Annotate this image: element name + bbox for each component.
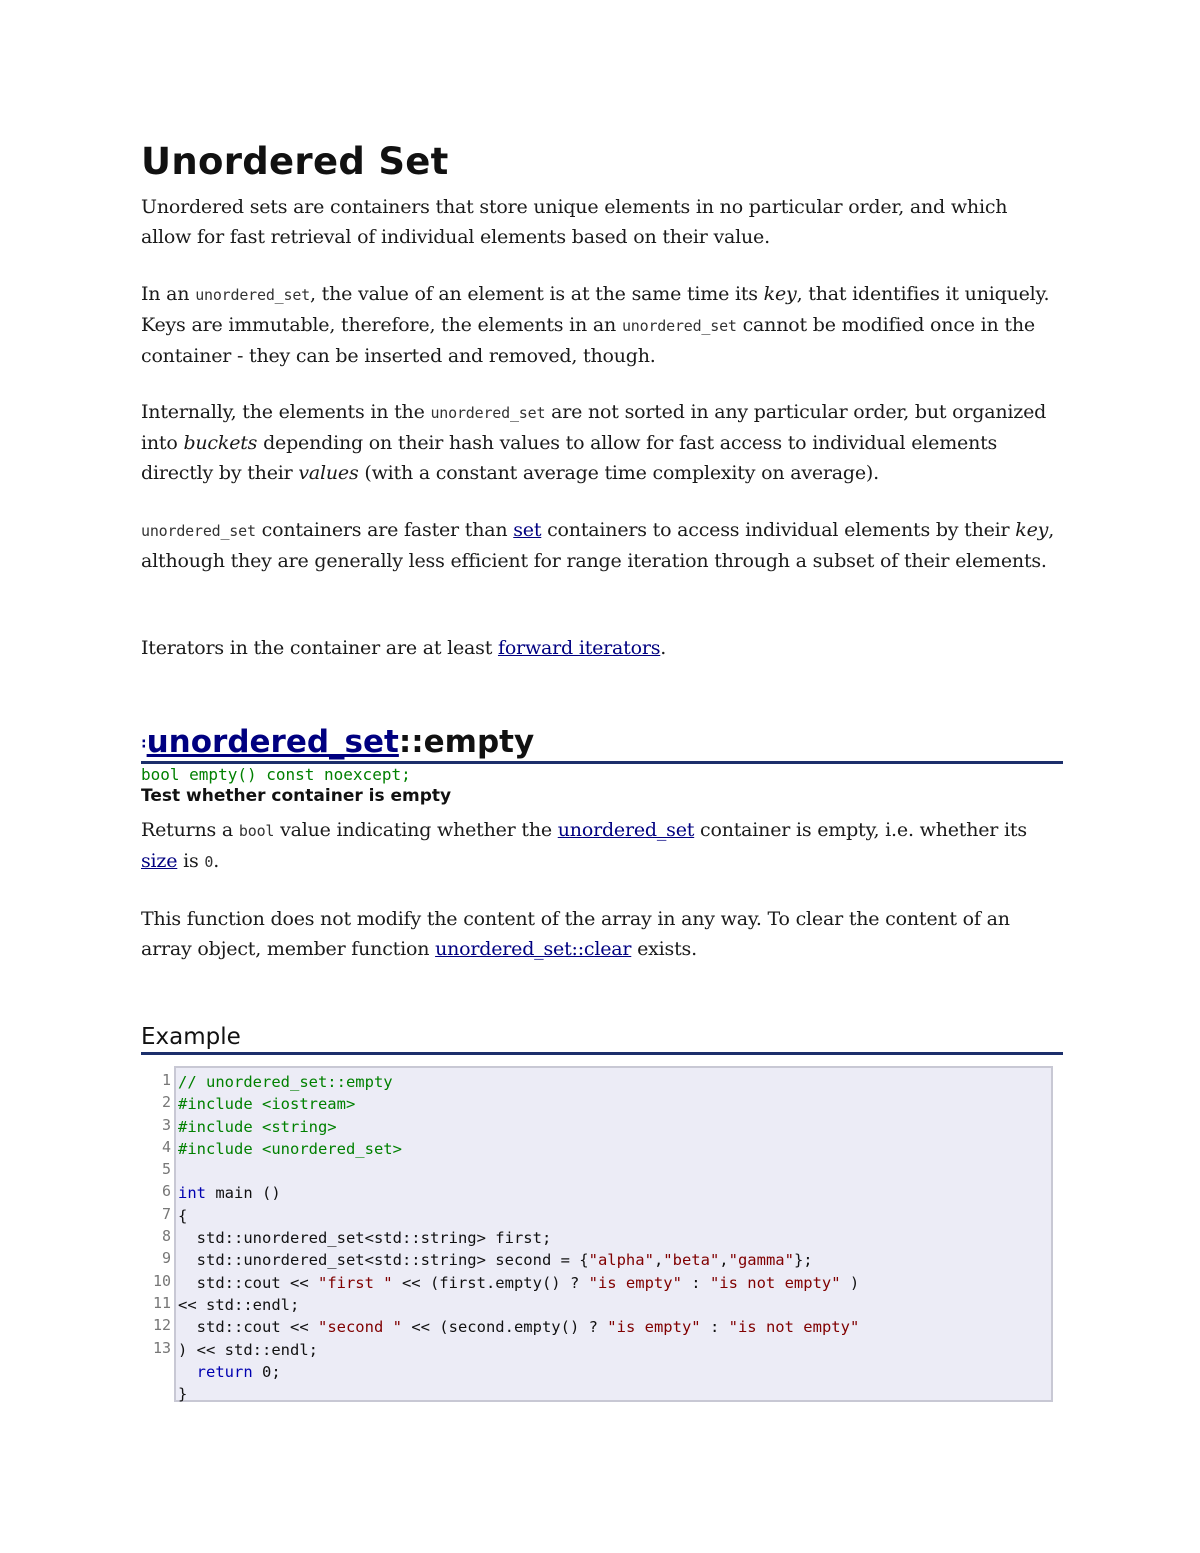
clear-link[interactable]: unordered_set::clear: [435, 938, 632, 960]
inline-code: 0: [204, 853, 214, 871]
line-number: 10: [152, 1271, 171, 1290]
size-link[interactable]: size: [141, 850, 178, 872]
function-signature: bool empty() const noexcept;: [141, 765, 411, 784]
line-number: 4: [161, 1137, 171, 1156]
member-heading: [141, 724, 1063, 764]
member-subtitle: Test whether container is empty: [141, 786, 452, 806]
intro-paragraph-4: unordered_set containers are faster than set containers to access individual elements by their key, although they are generally less efficient for range iteration through a subset of their elements.: [141, 519, 1055, 572]
line-number: 6: [161, 1182, 171, 1201]
example-heading: Example: [141, 1024, 1063, 1055]
inline-code: unordered_set: [141, 522, 256, 540]
page-title: Unordered Set: [141, 140, 449, 183]
line-number: 3: [161, 1115, 171, 1134]
method-name: ::empty: [398, 724, 535, 760]
line-number: 7: [161, 1204, 171, 1223]
code-example: [141, 1066, 1057, 1406]
line-number: 13: [152, 1338, 171, 1357]
inline-code: unordered_set: [621, 317, 737, 335]
scope-colon: :: [141, 735, 147, 752]
line-number: 12: [152, 1316, 171, 1335]
unordered-set-link[interactable]: unordered_set: [557, 819, 695, 841]
intro-paragraph-5: Iterators in the container are at least forward iterators.: [141, 637, 667, 659]
code-listing: // unordered_set::empty #include <iostream> #include <string> #include <unordered_set> int main () { std::unordered_set<std::string> first; std::unordered_set<std::string> second = {"alpha","beta","gamma"}; std::cout << "first " << (first.empty() ? "is empty" : "is not empty" ) << std::endl; std::cout << "second " << (second.empty() ? "is empty" : "is not empty" ) << std::endl; return 0; }: [178, 1073, 860, 1404]
forward-iterators-link[interactable]: forward iterators: [497, 637, 661, 659]
line-number: 11: [152, 1293, 171, 1312]
member-description-1: Returns a bool value indicating whether the unordered_set container is empty, i.e. whether its size is 0.: [141, 819, 1027, 872]
line-number: 8: [161, 1227, 171, 1246]
set-link[interactable]: set: [513, 519, 542, 541]
inline-code: unordered_set: [195, 286, 310, 304]
intro-paragraph-2: In an unordered_set, the value of an element is at the same time its key, that identifies it uniquely. Keys are immutable, therefore, the elements in an unordered_set cannot be modified once in the container - they can be inserted and removed, though.: [141, 283, 1050, 367]
intro-paragraph-3: Internally, the elements in the unordered_set are not sorted in any particular order, but organized into buckets depending on their hash values to allow for fast access to individual elements directly by their values (with a constant average time complexity on average).: [141, 401, 1047, 484]
inline-code: bool: [238, 822, 275, 840]
code-box[interactable]: [174, 1066, 1053, 1402]
line-number: 9: [161, 1249, 171, 1268]
line-number: 2: [161, 1093, 171, 1112]
line-number: 5: [161, 1160, 171, 1179]
class-link[interactable]: unordered_set: [146, 724, 399, 760]
member-description-2: This function does not modify the content of the array in any way. To clear the content of an array object, member function unordered_set::clear exists.: [141, 908, 1010, 960]
intro-paragraph-1: Unordered sets are containers that store unique elements in no particular order, and which allow for fast retrieval of individual elements based on their value.: [141, 196, 1008, 248]
line-number: 1: [161, 1071, 171, 1089]
line-numbers: [141, 1069, 171, 1359]
inline-code: unordered_set: [430, 404, 546, 422]
